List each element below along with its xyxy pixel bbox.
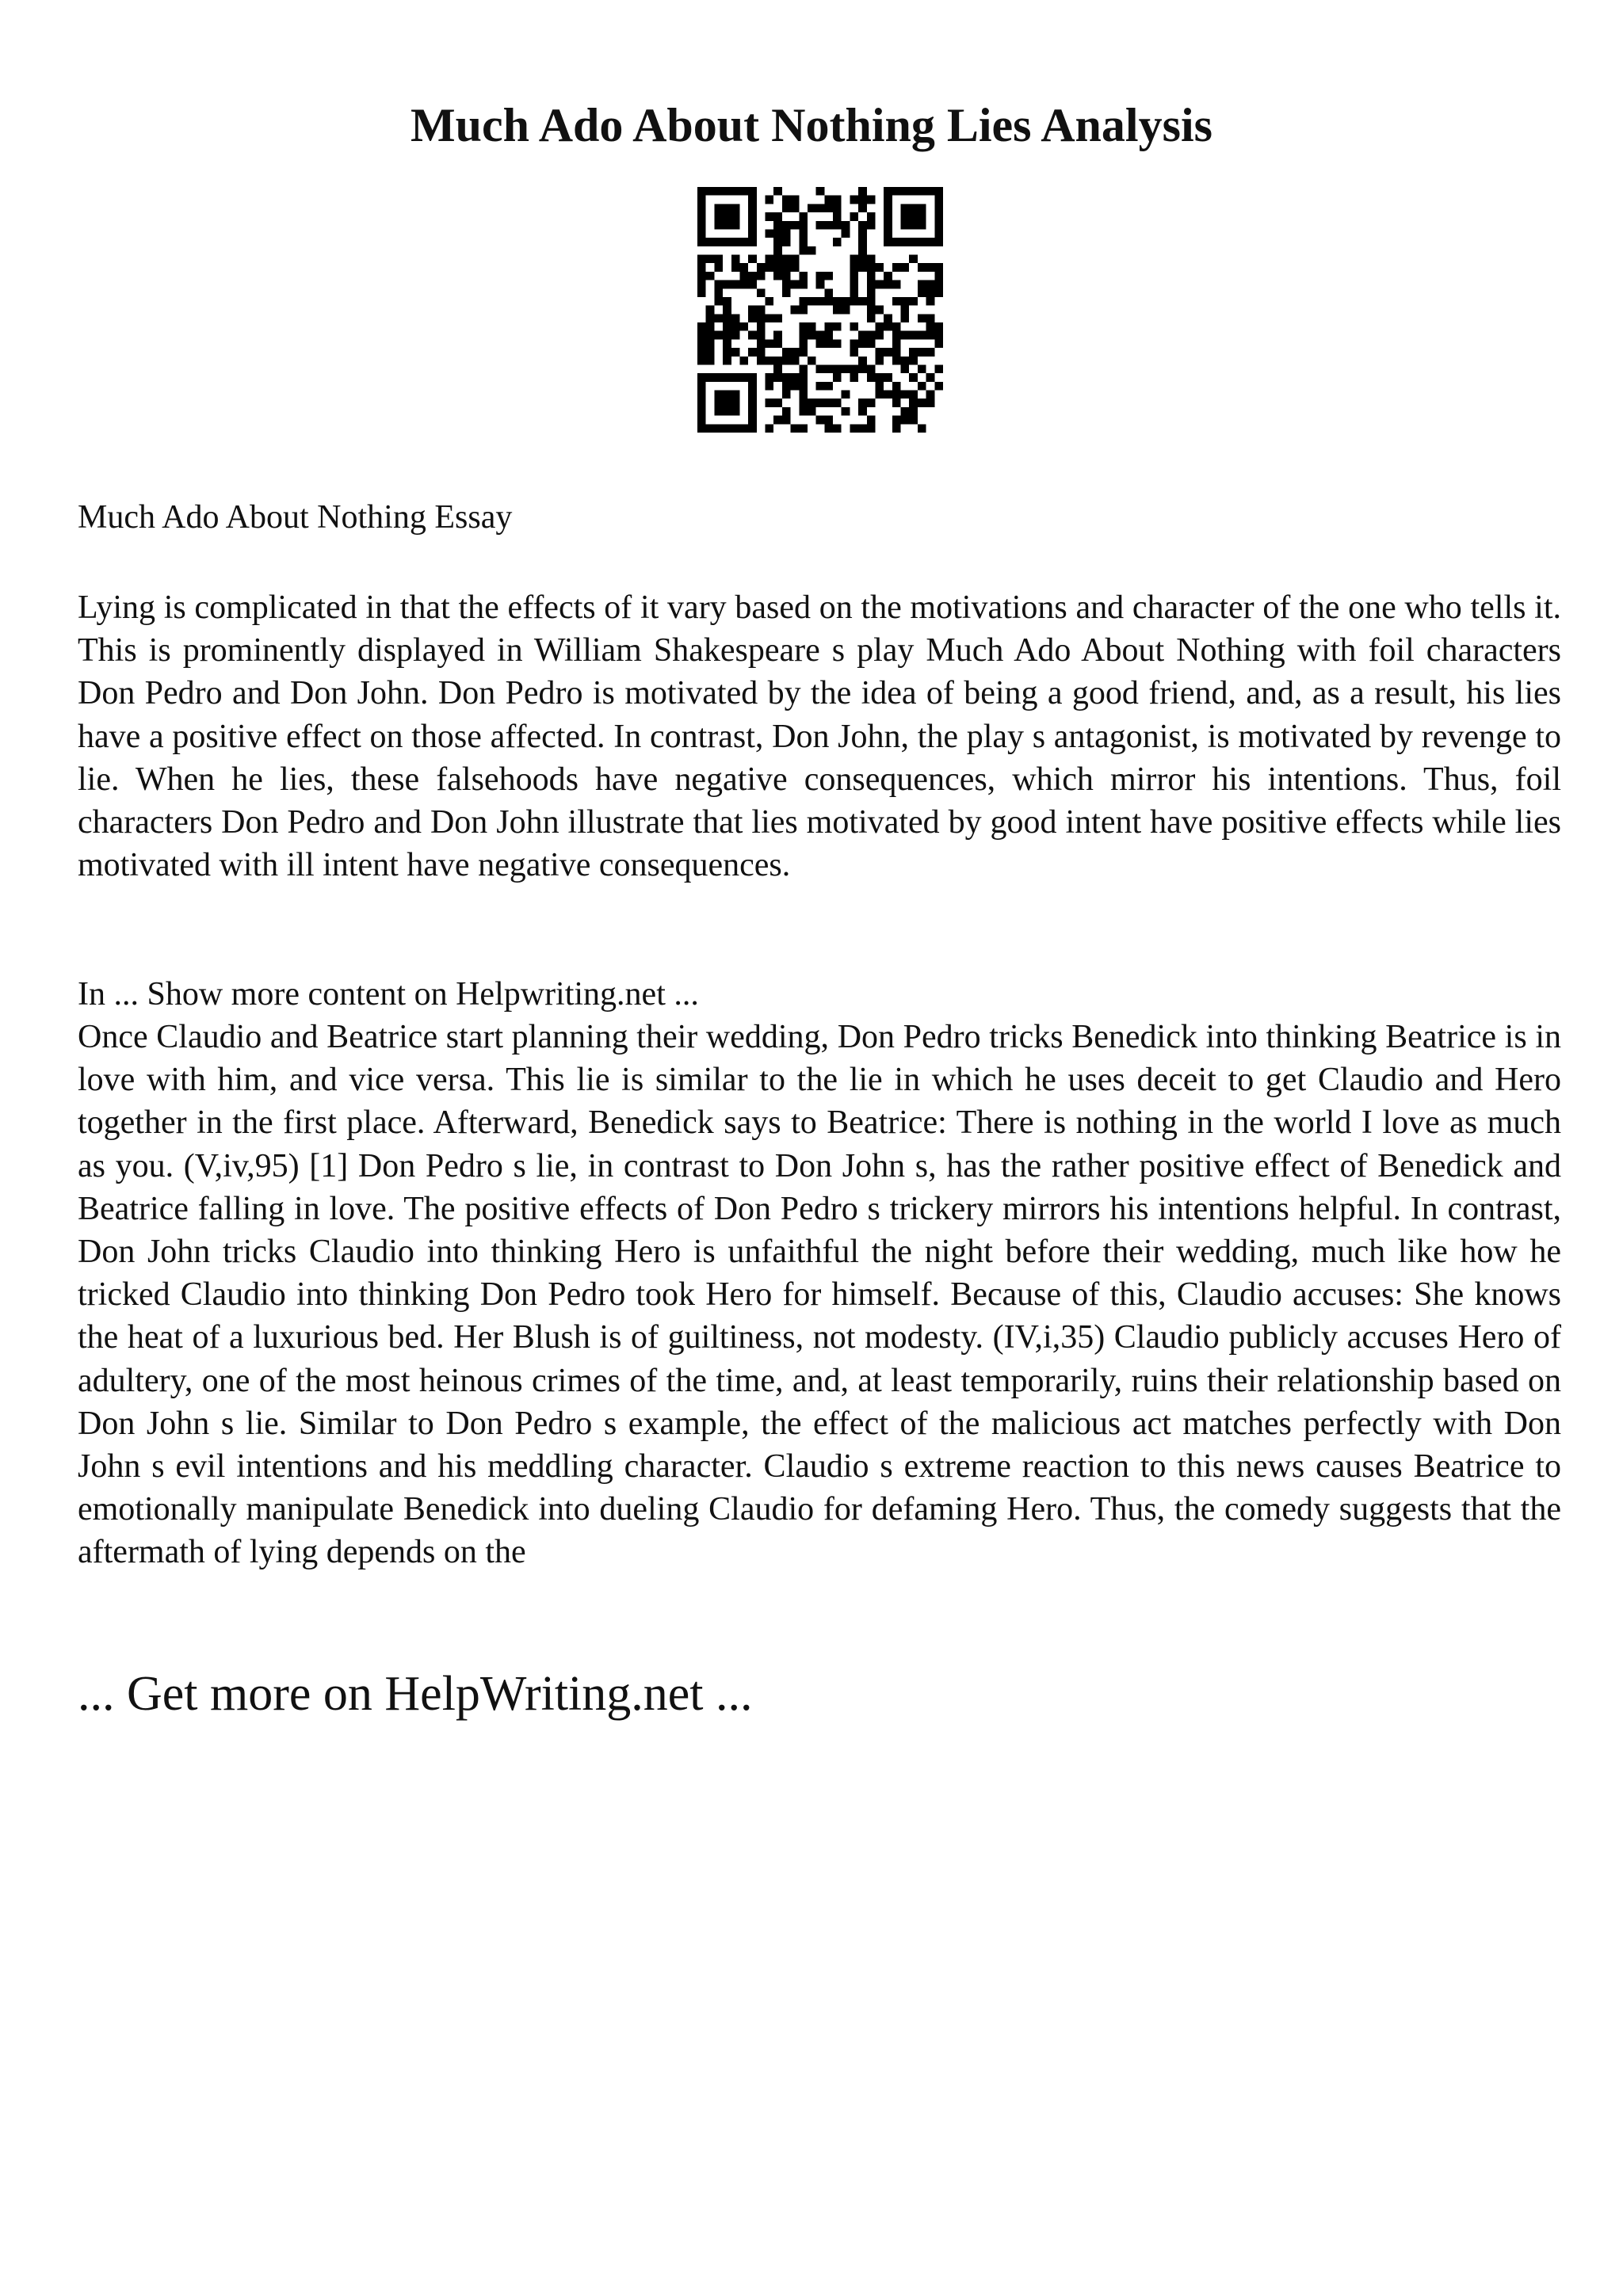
show-more-line[interactable]: In ... Show more content on Helpwriting.net ... <box>78 976 699 1013</box>
qr-code-graphic <box>697 187 943 433</box>
essay-paragraph: Lying is complicated in that the effects of it vary based on the motivations and character of the one who tells it. This is prominently displayed in William Shakespeare s play Much Ado About Nothing with foil characters Don Pedro and Don John. Don Pedro is motivated by the idea of being a good friend, and, as a result, his lies have a positive effect on those affected. In contrast, Don John, the play s antagonist, is motivated by revenge to lie. When he lies, these falsehoods have negative consequences, which mirror his intentions. Thus, foil characters Don Pedro and Don John illustrate that lies motivated by good intent have positive effects while lies motivated with ill intent have negative consequences. <box>78 589 1561 884</box>
essay-subtitle: Much Ado About Nothing Essay <box>78 499 513 536</box>
qr-code-icon <box>697 187 943 433</box>
essay-paragraph: Once Claudio and Beatrice start planning their wedding, Don Pedro tricks Benedick into thinking Beatrice is in love with him, and vice versa. This lie is similar to the lie in which he uses deceit to get Claudio and Hero together in the first place. Afterward, Benedick says to Beatrice: There is nothing in the world I love as much as you. (V,iv,95) [1] Don Pedro s lie, in contrast to Don John s, has the rather positive effect of Benedick and Beatrice falling in love. The positive effects of Don Pedro s trickery mirrors his intentions helpful. In contrast, Don John tricks Claudio into thinking Hero is unfaithful the night before their wedding, much like how he tricked Claudio into thinking Don Pedro took Hero for himself. Because of this, Claudio accuses: She knows the heat of a luxurious bed. Her Blush is of guiltiness, not modesty. (IV,i,35) Claudio publicly accuses Hero of adultery, one of the most heinous crimes of the time, and, at least temporarily, ruins their relationship based on Don John s lie. Similar to Don Pedro s example, the effect of the malicious act matches perfectly with Don John s evil intentions and his meddling character. Claudio s extreme reaction to this news causes Beatrice to emotionally manipulate Benedick into dueling Claudio for defaming Hero. Thus, the comedy suggests that the aftermath of lying depends on the <box>78 1019 1561 1571</box>
get-more-link[interactable]: ... Get more on HelpWriting.net ... <box>78 1667 753 1721</box>
document-title: Much Ado About Nothing Lies Analysis <box>411 99 1212 151</box>
